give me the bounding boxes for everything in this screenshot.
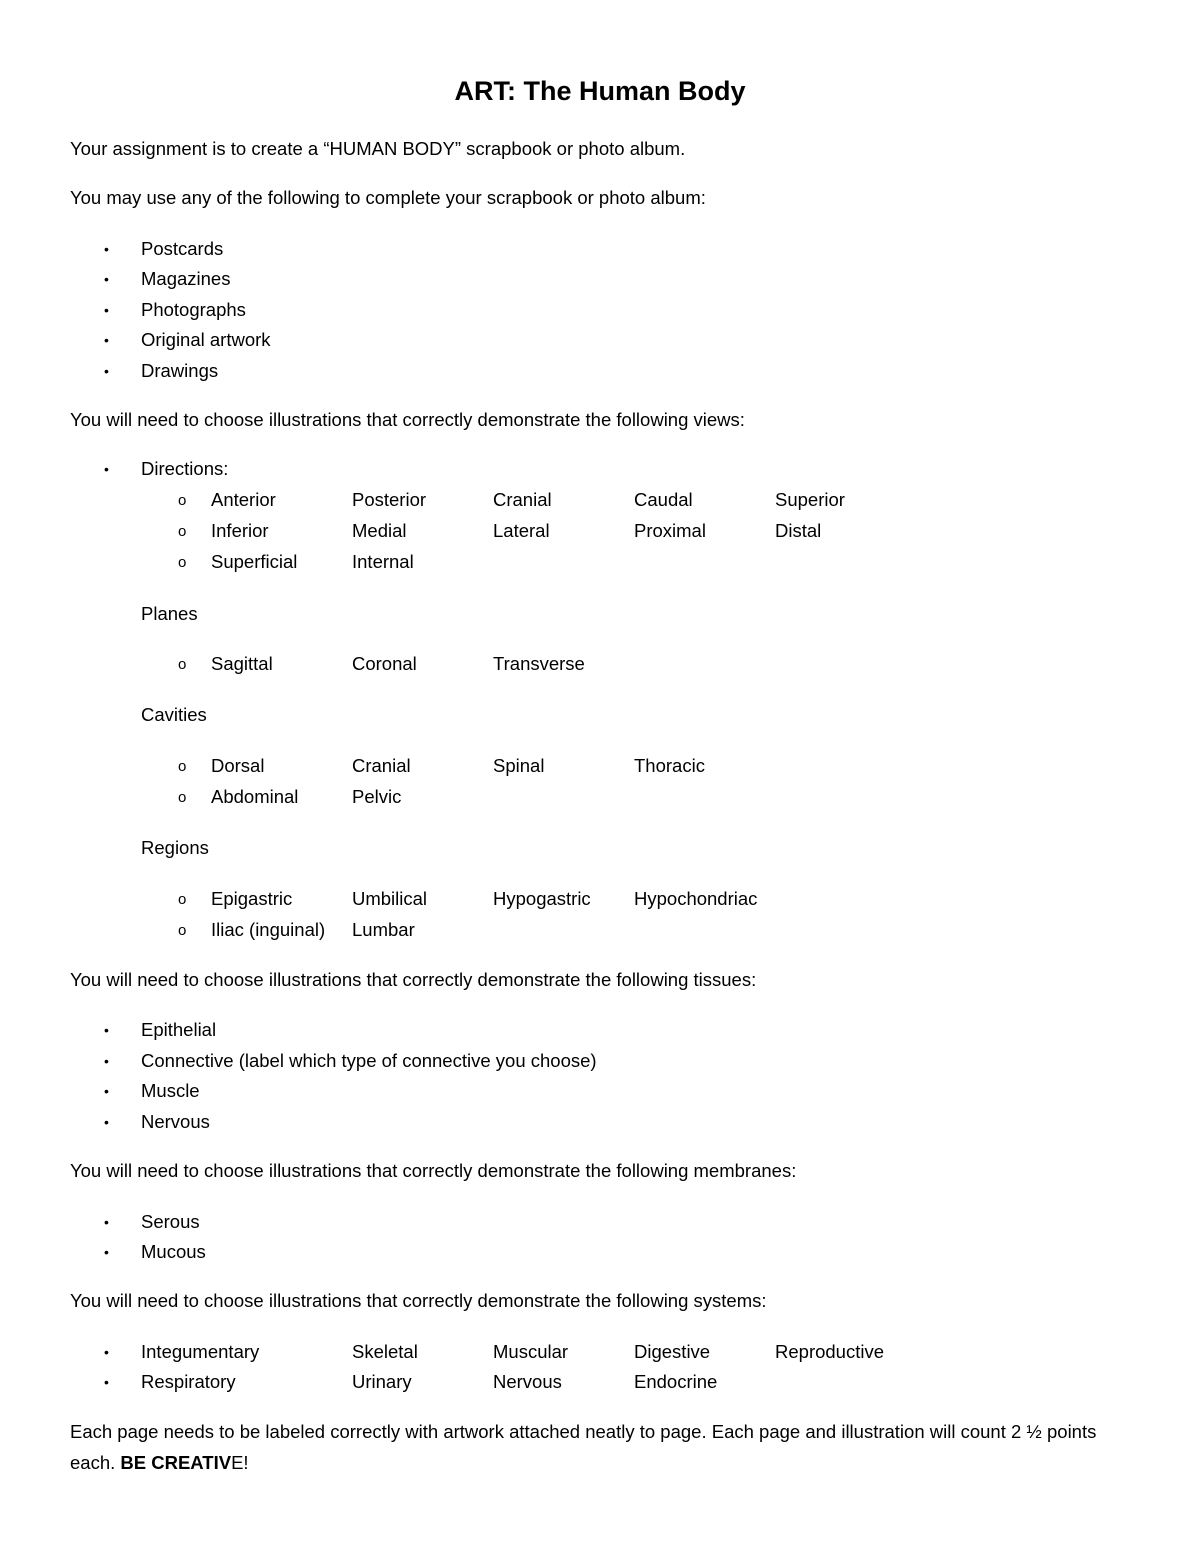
term-cell: Nervous <box>493 1371 562 1392</box>
term-cell: Transverse <box>493 653 585 674</box>
term-cell: Proximal <box>634 520 706 541</box>
membranes-intro: You will need to choose illustrations that correctly demonstrate the following membranes: <box>70 1160 797 1181</box>
term-cell: Endocrine <box>634 1371 718 1392</box>
list-item: Postcards <box>141 238 224 259</box>
term-cell: Lateral <box>493 520 550 541</box>
bullet-icon: • <box>104 332 109 348</box>
term-cell: Posterior <box>352 489 427 510</box>
list-item: Muscle <box>141 1080 200 1101</box>
regions-label: Regions <box>141 837 209 858</box>
list-item: Photographs <box>141 299 246 320</box>
term-cell: Respiratory <box>141 1371 236 1392</box>
closing-emphasis: BE CREATIV <box>120 1452 232 1473</box>
term-cell: Epigastric <box>211 888 293 909</box>
list-item: Drawings <box>141 360 219 381</box>
term-cell: Coronal <box>352 653 417 674</box>
term-cell: Iliac (inguinal) <box>211 919 326 940</box>
term-cell: Hypogastric <box>493 888 591 909</box>
bullet-icon: • <box>104 1244 109 1260</box>
bullet-icon: • <box>104 461 109 477</box>
bullet-icon: • <box>104 363 109 379</box>
list-item: Magazines <box>141 268 231 289</box>
bullet-icon: • <box>104 271 109 287</box>
term-cell: Inferior <box>211 520 269 541</box>
cavities-label: Cavities <box>141 704 207 725</box>
term-cell: Skeletal <box>352 1341 418 1362</box>
term-cell: Sagittal <box>211 653 273 674</box>
term-cell: Abdominal <box>211 786 299 807</box>
materials-intro: You may use any of the following to complete your scrapbook or photo album: <box>70 187 706 208</box>
bullet-icon: • <box>104 1053 109 1069</box>
closing-text: Each page needs to be labeled correctly with artwork attached neatly to page. Each page and illustration will count 2 ½ points each. <box>70 1421 1097 1473</box>
bullet-icon: • <box>104 302 109 318</box>
list-item: Nervous <box>141 1111 210 1132</box>
term-cell: Muscular <box>493 1341 569 1362</box>
list-item: Serous <box>141 1211 200 1232</box>
term-cell: Lumbar <box>352 919 415 940</box>
bullet-icon: • <box>104 1022 109 1038</box>
term-cell: Superficial <box>211 551 298 572</box>
term-cell: Distal <box>775 520 822 541</box>
sub-bullet-icon: o <box>178 554 187 571</box>
sub-bullet-icon: o <box>178 656 187 673</box>
term-cell: Digestive <box>634 1341 711 1362</box>
bullet-icon: • <box>104 1374 109 1390</box>
term-cell: Urinary <box>352 1371 412 1392</box>
list-item: Mucous <box>141 1241 206 1262</box>
sub-bullet-icon: o <box>178 492 187 509</box>
term-cell: Anterior <box>211 489 276 510</box>
views-intro: You will need to choose illustrations that correctly demonstrate the following views: <box>70 409 745 430</box>
closing-tail: E! <box>231 1452 249 1473</box>
sub-bullet-icon: o <box>178 758 187 775</box>
term-cell: Umbilical <box>352 888 428 909</box>
list-item: Original artwork <box>141 329 271 350</box>
term-cell: Spinal <box>493 755 545 776</box>
sub-bullet-icon: o <box>178 523 187 540</box>
bullet-icon: • <box>104 1083 109 1099</box>
term-cell: Pelvic <box>352 786 402 807</box>
bullet-icon: • <box>104 241 109 257</box>
list-item: Connective (label which type of connective you choose) <box>141 1050 597 1071</box>
term-cell: Hypochondriac <box>634 888 758 909</box>
bullet-icon: • <box>104 1114 109 1130</box>
planes-label: Planes <box>141 603 198 624</box>
term-cell: Superior <box>775 489 845 510</box>
sub-bullet-icon: o <box>178 891 187 908</box>
systems-intro: You will need to choose illustrations that correctly demonstrate the following systems: <box>70 1290 767 1311</box>
tissues-intro: You will need to choose illustrations that correctly demonstrate the following tissues: <box>70 969 757 990</box>
page-title: ART: The Human Body <box>454 76 746 106</box>
bullet-icon: • <box>104 1344 109 1360</box>
list-item: Epithelial <box>141 1019 217 1040</box>
term-cell: Cranial <box>352 755 411 776</box>
bullet-icon: • <box>104 1214 109 1230</box>
closing-paragraph <box>70 1416 1140 1478</box>
term-cell: Caudal <box>634 489 693 510</box>
term-cell: Thoracic <box>634 755 705 776</box>
directions-label: Directions: <box>141 458 229 479</box>
term-cell: Cranial <box>493 489 552 510</box>
term-cell: Dorsal <box>211 755 265 776</box>
term-cell: Reproductive <box>775 1341 885 1362</box>
intro-text: Your assignment is to create a “HUMAN BODY” scrapbook or photo album. <box>70 138 686 159</box>
term-cell: Integumentary <box>141 1341 260 1362</box>
sub-bullet-icon: o <box>178 922 187 939</box>
sub-bullet-icon: o <box>178 789 187 806</box>
term-cell: Medial <box>352 520 407 541</box>
term-cell: Internal <box>352 551 414 572</box>
